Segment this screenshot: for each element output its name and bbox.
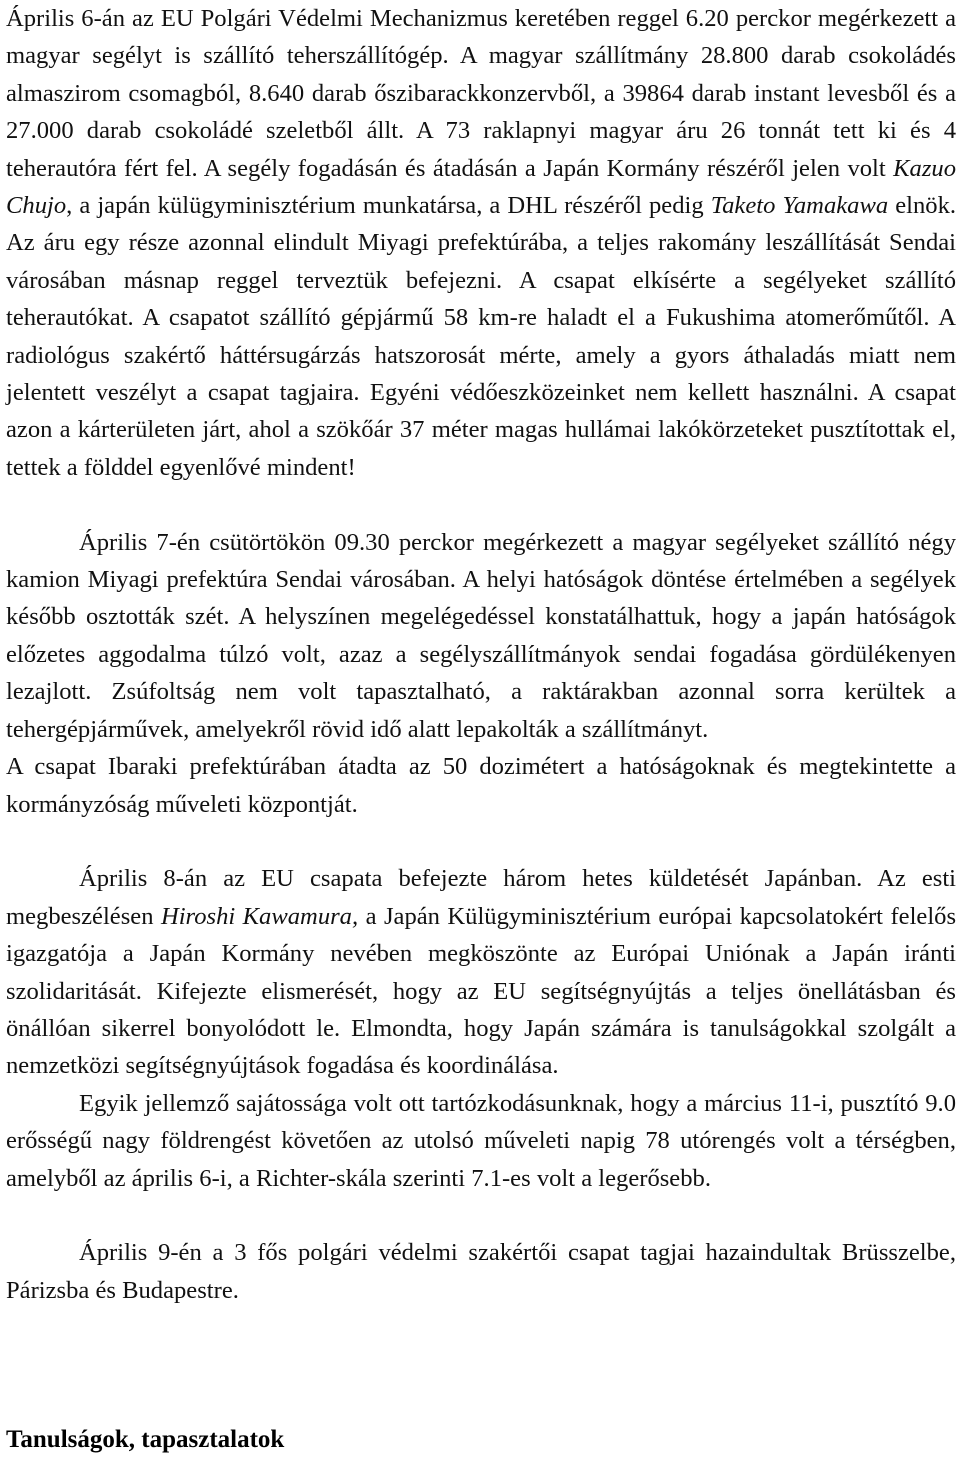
person-name: Taketo Yamakawa [710, 192, 889, 220]
paragraph-april-6 [6, 0, 956, 486]
paragraph-april-8 [6, 860, 956, 1084]
paragraph-gap [6, 823, 956, 860]
paragraph-text: elnök. Az áru egy része azonnal elindult Miyagi prefektúrába, a teljes rakomány leszállítását Sendai városában másnap reggel terveztük befejezni. A csapat elkísérte a segélyeket szállító teherautókat. A csapatot szállító gépjármű 58 km-re haladt el a Fukushima atomerőműtől. A radiológus szakértő háttérsugárzás hatszorosát mérte, amely a gyors áthaladás miatt nem jelentett veszélyt a csapat tagjaira. Egyéni védőeszközeinket nem kellett használni. A csapat azon a kárterületen járt, ahol a szökőár 37 méter magas hullámai lakókörzeteket pusztítottak el, tettek a földdel egyenlővé mindent! [6, 192, 957, 481]
paragraph-text: a Japán Külügyminisztérium európai kapcsolatokért felelős igazgatója a Japán Kormány nevében megköszönte az Európai Uniónak a Japán iránti szolidaritását. Kifejezte elismerését, hogy az EU segítségnyújtás a teljes önellátásban és önállóan sikerrel bonyolódott le. Elmondta, hogy Japán számára is tanulságokkal szolgált a nemzetközi segítségnyújtások fogadása és koordinálása. [6, 902, 957, 1080]
paragraph-text: Április 6-án az EU Polgári Védelmi Mechanizmus keretében reggel 6.20 perckor megérkezett a magyar segélyt is szállító teherszállítógép. A magyar szállítmány 28.800 darab csokoládés almaszirom csomagból, 8.640 darab őszibarackkonzervből, a 39864 darab instant levesből és a 27.000 darab csokoládé szeletből állt. A 73 raklapnyi magyar áru 26 tonnát tett ki és 4 teherautóra fért fel. A segély fogadásán és átadásán a Japán Kormány részéről jelen volt [6, 5, 956, 182]
paragraph-text: , a japán külügyminisztérium munkatársa, a DHL részéről pedig [66, 192, 711, 220]
paragraph-april-9: Április 9-én a 3 fős polgári védelmi szakértői csapat tagjai hazaindultak Brüsszelbe, Párizsba és Budapestre. [6, 1239, 956, 1304]
document-body [6, 0, 956, 1309]
paragraph-april-7: Április 7-én csütörtökön 09.30 perckor megérkezett a magyar segélyeket szállító négy kamion Miyagi prefektúra Sendai városában. A helyi hatóságok döntése értelmében a segélyek később osztották szét. A helyszínen megelégedéssel konstatálhattuk, hogy a japán hatóságok előzetes aggodalma túlzó volt, azaz a segélyszállítmányok sendai fogadása gördülékenyen lezajlott. Zsúfoltság nem volt tapasztalható, a raktárakban azonnal sorra kerültek a tehergépjárművek, amelyekről rövid idő alatt lepakolták a szállítmányt. [6, 528, 956, 743]
section-heading: Tanulságok, tapasztalatok [6, 1426, 285, 1453]
paragraph-gap [6, 486, 956, 523]
paragraph-text: Április 8-án az EU csapata befejezte három hetes küldetését Japánban. Az esti megbeszélésen [6, 865, 956, 930]
person-name: Kazuo Chujo [6, 154, 956, 220]
paragraph-aftershocks: Egyik jellemző sajátossága volt ott tartózkodásunknak, hogy a március 11-i, pusztító 9.0 erősségű nagy földrengést követően az utolsó műveleti napig 78 utórengés volt a térségben, amelyből az április 6-i, a Richter-skála szerinti 7.1-es volt a legerősebb. [6, 1089, 956, 1192]
paragraph-ibaraki: A csapat Ibaraki prefektúrában átadta az 50 dozimétert a hatóságoknak és megtekintette a kormányzóság műveleti központját. [6, 753, 956, 818]
person-name: Hiroshi Kawamura, [160, 902, 359, 930]
paragraph-gap [6, 1197, 956, 1234]
